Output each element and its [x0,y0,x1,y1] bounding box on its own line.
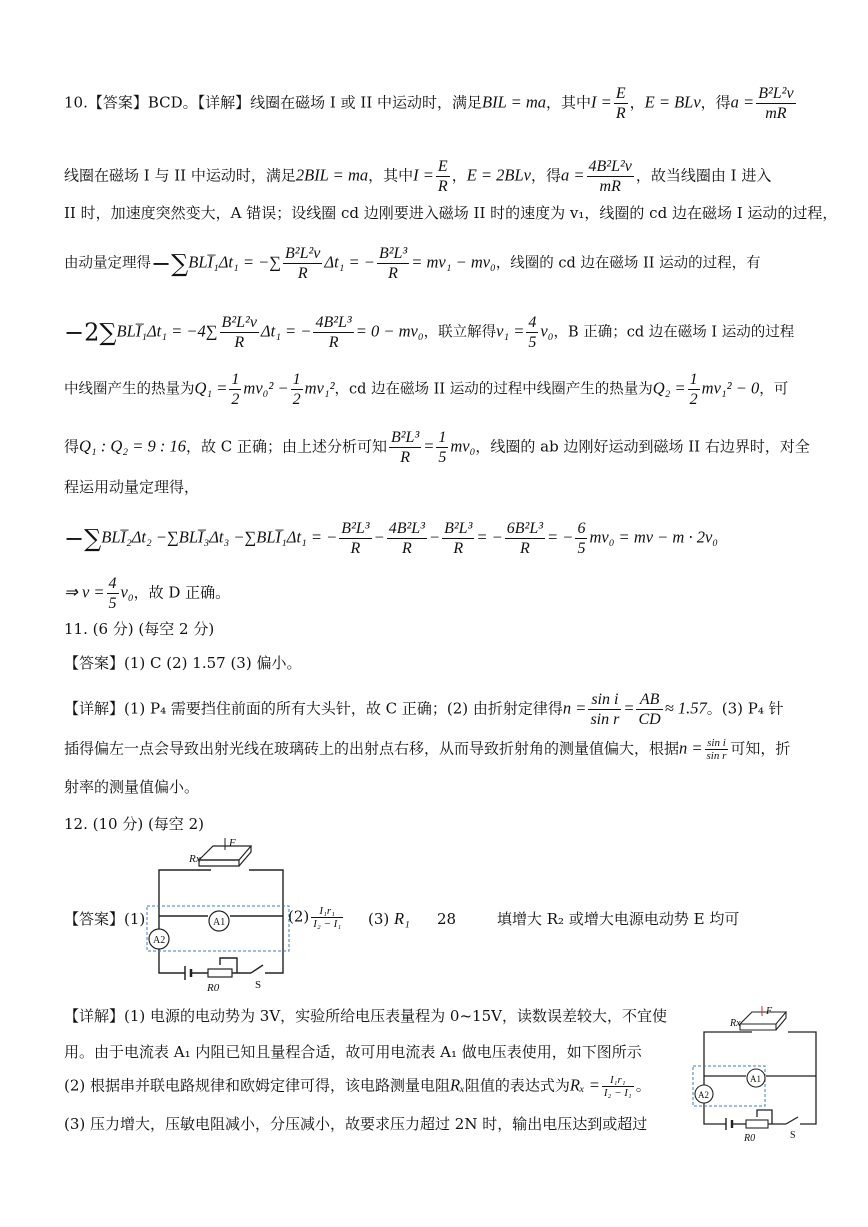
fraction: $\frac{\text{B²L³}}{R}$ [444,520,473,557]
q12-answer-e: 填增大 R₂ 或增大电源电动势 E 均可 [497,910,740,928]
q12-answer-b: (2) $\frac{\text{I₁r₁}}{\text{I₂ − I₁}}$ [288,905,342,930]
fraction: $\frac{6}{5}$ [577,520,586,557]
fraction: $\frac{\text{4B²L³}}{R}$ [315,314,352,351]
fraction: $\frac{\text{I₁r₁}}{\text{I₂ − I₁}}$ [603,1074,632,1099]
fraction: $\frac{\text{sin i}}{\text{sin r}}$ [590,691,620,728]
force-label: F [229,838,236,849]
q10-line-10: ⇒ v = $\frac{4}{5}$ v₀，故 D 正确。 [64,575,231,612]
rx-label: Rx [730,1018,741,1029]
ammeter-a1-label: A1 [750,1074,761,1084]
q11-heading: 11. (6 分) (每空 2 分) [64,620,215,638]
q10-line-4: 由动量定理得−∑BLI̅₁Δt₁ = −∑ $\frac{\text{B²L²v}}{R}$ Δt₁ = − $\frac{\text{B²L³}}{R}$ = mv₁ − mv₀，线圈的 cd 边在磁场 II 运动的过程，有 [64,245,761,282]
q11-detail-1: 【详解】(1) P₄ 需要挡住前面的所有大头针，故 C 正确；(2) 由折射定律得n = $\frac{\text{sin i}}{\text{sin r}}$ = $\frac{AB}{CD}$ ≈ 1.57。(3) P₄ 针 [64,691,784,728]
ammeter-a2-label: A2 [698,1090,709,1100]
fraction: $\frac{\text{4B²L³}}{R}$ [388,520,425,557]
q10-line-2: 线圈在磁场 I 与 II 中运动时，满足2BIL = ma，其中I = $\frac{E}{R}$ ，E = 2BLv，得a = $\frac{\text{4B²L²v}}{mR}$ ，故当线圈由 I 进入 [64,158,772,195]
switch-label: S [790,1130,796,1141]
circuit-diagram-answer [143,838,293,996]
q10-line-3: II 时，加速度突然变大，A 错误；设线圈 cd 边刚要进入磁场 II 时的速度为 v₁，线圈的 cd 边在磁场 I 运动的过程， [64,204,838,222]
q12-answer-c: (3) R₁ [368,909,410,928]
circuit-diagram-detail [690,1006,840,1146]
fraction: $\frac{E}{R}$ [615,85,626,122]
q11-detail-3: 射率的测量值偏小。 [64,778,200,796]
switch-label: S [255,979,262,991]
fraction: $\frac{\text{B²L³}}{R}$ [341,520,370,557]
q12-detail-3: (2) 根据串并联电路规律和欧姆定律可得，该电路测量电阻Rₓ阻值的表达式为Rₓ = $\frac{\text{I₁r₁}}{\text{I₂ − I₁}}$ 。 [64,1074,651,1099]
q12-detail-2: 用。由于电流表 A₁ 内阻已知且量程合适，故可用电流表 A₁ 做电压表使用，如下图所示 [64,1043,642,1061]
q11-answer: 【答案】(1) C (2) 1.57 (3) 偏小。 [64,654,302,672]
q10-line-8: 程运用动量定理得， [64,478,200,496]
fraction: $\frac{\text{I₁r₁}}{\text{I₂ − I₁}}$ [313,905,342,930]
q12-detail-4: (3) 压力增大，压敏电阻减小，分压减小，故要求压力超过 2N 时，输出电压达到或超过 [64,1115,648,1133]
rx-label: Rx [189,853,201,865]
q10-line-7: 得Q₁ : Q₂ = 9 : 16，故 C 正确；由上述分析可知 $\frac{\text{B²L³}}{R}$ = $\frac{1}{5}$ mv₀，线圈的 ab 边刚好运动到磁场 II 右边界时，对全 [64,429,810,466]
q10-line-5: −2∑BLI̅₁Δt₁ = −4∑ $\frac{\text{B²L²v}}{R}$ Δt₁ = − $\frac{\text{4B²L³}}{R}$ = 0 − mv₀，联立解得v₁ = $\frac{4}{5}$ v₀，B 正确；cd 边在磁场 I 运动的过程 [64,314,795,351]
fraction: $\frac{E}{R}$ [437,158,448,195]
fraction: $\frac{1}{2}$ [292,371,301,408]
fraction: $\frac{AB}{CD}$ [638,691,661,728]
fraction: $\frac{4}{5}$ [528,314,537,351]
q12-answer-d: 28 [437,910,457,928]
fraction: $\frac{\text{4B²L²v}}{mR}$ [588,158,632,195]
force-label: F [766,1006,773,1017]
q12-heading: 12. (10 分) (每空 2) [64,815,204,833]
q10-line-9: −∑BLI̅₂Δt₂ −∑BLI̅₃Δt₃ −∑BLI̅₁Δt₁ = − $\frac{\text{B²L³}}{R}$ − $\frac{\text{4B²L³}}{R}$ − $\frac{\text{B²L³}}{R}$ = − $\frac{\text{6B²L³}}{R}$ = − $\frac{6}{5}$ mv₀ = mv − m · 2v₀ [64,520,719,557]
fraction: $\frac{4}{5}$ [108,575,117,612]
fraction: $\frac{1}{2}$ [689,371,698,408]
q10-line-1: 10.【答案】BCD。【详解】线圈在磁场 I 或 II 中运动时，满足BIL = ma，其中I = $\frac{E}{R}$ ，E = BLv，得a = $\frac{\text{B²L²v}}{mR}$ [64,85,794,122]
fraction: $\frac{\text{B²L²v}}{mR}$ [758,85,794,122]
r0-label: R0 [207,982,220,994]
fraction: $\frac{\text{B²L²v}}{R}$ [221,314,257,351]
fraction: $\frac{\text{B²L³}}{R}$ [378,245,408,282]
q12-answer-a: 【答案】(1) [64,910,146,928]
fraction: $\frac{\text{B²L²v}}{R}$ [285,245,321,282]
fraction: $\frac{1}{2}$ [231,371,240,408]
q10-line-6: 中线圈产生的热量为Q₁ = $\frac{1}{2}$ mv₀² − $\frac{1}{2}$ mv₁²，cd 边在磁场 II 运动的过程中线圈产生的热量为Q₂ = $\frac{1}{2}$ mv₁² − 0，可 [64,371,789,408]
fraction: $\frac{\text{B²L³}}{R}$ [390,429,420,466]
r0-label: R0 [744,1133,756,1144]
fraction: $\frac{\text{sin i}}{\text{sin r}}$ [706,737,727,762]
ammeter-a2-label: A2 [153,935,166,946]
q11-detail-2: 插得偏左一点会导致出射光线在玻璃砖上的出射点右移，从而导致折射角的测量值偏大，根据n = $\frac{\text{sin i}}{\text{sin r}}$ 可知，折 [64,737,791,762]
ammeter-a1-label: A1 [213,917,226,928]
q12-detail-1: 【详解】(1) 电源的电动势为 3V，实验所给电压表量程为 0~15V，读数误差较大，不宜使 [64,1007,667,1025]
fraction: $\frac{1}{5}$ [438,429,447,466]
fraction: $\frac{\text{6B²L³}}{R}$ [506,520,544,557]
